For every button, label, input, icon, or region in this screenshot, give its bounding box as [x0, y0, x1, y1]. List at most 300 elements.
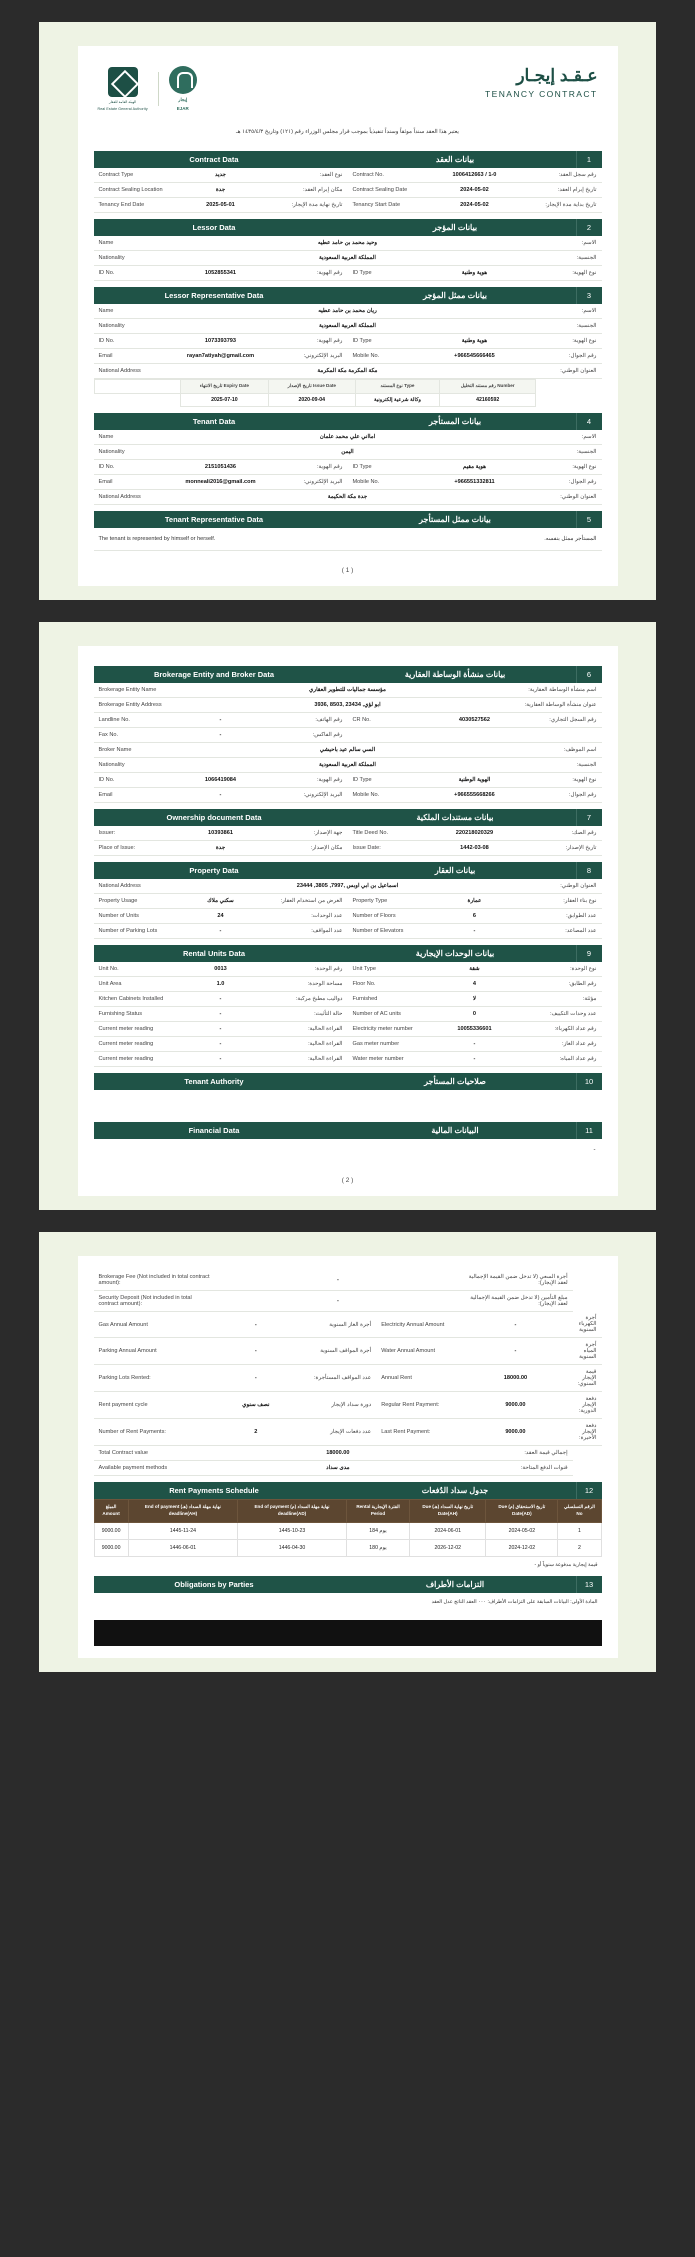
- row-label-en: Water meter number: [347, 1051, 433, 1066]
- row-label-en: Gas Annual Amount: [94, 1311, 218, 1338]
- section-lessor-rep-data-en: Lessor Representative Data: [164, 291, 264, 300]
- section-lessor-data: [94, 219, 602, 236]
- row-value: نصف سنوي: [218, 1392, 294, 1419]
- row-label-en: Number of Floors: [347, 908, 433, 923]
- row-label-ar: الاسم:: [515, 236, 601, 251]
- table-row: [94, 1461, 602, 1476]
- row-label-ar: رقم عداد المياه:: [515, 1051, 601, 1066]
- section-brokerage-num: 6: [576, 666, 602, 683]
- page-2: [39, 622, 656, 1210]
- row-label-en: Tenancy End Date: [94, 198, 180, 213]
- section-tenant-data-en: Tenant Data: [192, 416, 236, 426]
- row-value: السي سالم عيد باحيشي: [180, 742, 515, 757]
- column-header: تاريخ الإصدار Issue Date: [268, 380, 355, 394]
- row-value: -: [434, 1036, 515, 1051]
- row-label-ar: الجنسية:: [515, 757, 601, 772]
- section-obligations-ar: التزامات الأطراف: [425, 1579, 485, 1589]
- row-label-en: Brokerage Entity Name: [94, 683, 180, 698]
- section-property-ar: بيانات العقار: [434, 865, 476, 875]
- row-label-ar: نوع الهوية:: [515, 334, 601, 349]
- cell-amount: 9000.00: [94, 1522, 128, 1539]
- table-row: [94, 712, 602, 727]
- contract-data-table: [94, 168, 602, 213]
- lessor-rep-data-table: [94, 304, 602, 379]
- row-label-ar: الاسم:: [515, 304, 601, 319]
- section-tenant-data-num: 4: [576, 413, 602, 430]
- table-row: [94, 908, 602, 923]
- section-contract-data-en: Contract Data: [189, 155, 239, 164]
- table-row: [94, 772, 602, 787]
- cell-due-ad: 2024-05-02: [486, 1522, 558, 1539]
- row-label-ar: أجرة المياه السنوية: [573, 1338, 602, 1365]
- table-row: [94, 1270, 602, 1291]
- row-value: ريان محمد بن حامد عطيه: [180, 304, 515, 319]
- page-3: [39, 1232, 656, 1672]
- row-value: rayan7atiyah@gmail.com: [180, 349, 261, 364]
- row-value: -: [180, 712, 261, 727]
- row-label-en: Parking Lots Rented:: [94, 1365, 218, 1392]
- row-value: 0013: [180, 962, 261, 977]
- row-value: وحيد محمد بن حامد عطيه: [180, 236, 515, 251]
- row-label-ar: رقم الجوال:: [515, 787, 601, 802]
- table-row: [94, 1338, 602, 1365]
- row-value: هوية وطنية: [434, 266, 515, 281]
- row-label-en: Number of Elevators: [347, 923, 433, 938]
- table-row: [94, 393, 602, 406]
- section-obligations-num: 13: [576, 1576, 602, 1593]
- row-value: -: [180, 1021, 261, 1036]
- cell-no: 1: [558, 1522, 601, 1539]
- row-label-ar: رقم عداد الكهرباء:: [515, 1021, 601, 1036]
- cell-no: 2: [558, 1539, 601, 1556]
- row-value: 9000.00: [458, 1392, 573, 1419]
- row-value: monneali2016@gmail.com: [180, 474, 261, 489]
- table-row: [94, 1290, 602, 1311]
- section-financial-data: [94, 1122, 602, 1139]
- cell-rental-period: 180 يوم: [346, 1539, 409, 1556]
- table-row: [94, 1036, 602, 1051]
- rega-logo: [98, 67, 148, 111]
- cell-due-ah: 2026-12-02: [410, 1539, 486, 1556]
- row-value: +966551332811: [434, 474, 515, 489]
- section-property: [94, 862, 602, 879]
- table-row: [94, 697, 602, 712]
- section-contract-data: [94, 151, 602, 168]
- row-label-en: Parking Annual Amount: [94, 1338, 218, 1365]
- row-label-ar: رقم السجل التجاري:: [515, 712, 601, 727]
- page-2-number: ( 2 ): [341, 1176, 354, 1184]
- row-label-en: Nationality: [94, 319, 180, 334]
- table-row: [94, 1522, 601, 1539]
- row-value: 1.0: [180, 976, 261, 991]
- row-value: لا: [434, 991, 515, 1006]
- table-row: [94, 236, 602, 251]
- row-label-en: Gas meter number: [347, 1036, 433, 1051]
- row-value: 10055336601: [434, 1021, 515, 1036]
- row-label-en: Email: [94, 474, 180, 489]
- row-label-ar: تاريخ الإصدار:: [515, 840, 601, 855]
- table-row: [94, 1365, 602, 1392]
- row-label-ar: رقم الفاكس:: [261, 727, 347, 742]
- table-row: [94, 459, 602, 474]
- row-label-ar: نوع الهوية:: [515, 772, 601, 787]
- row-value: -: [434, 923, 515, 938]
- row-value: شقة: [434, 962, 515, 977]
- row-value: 18000.00: [218, 1446, 459, 1461]
- row-label-ar: رقم الوحدة:: [261, 962, 347, 977]
- row-label-en: Electricity meter number: [347, 1021, 433, 1036]
- row-value: اليمن: [180, 444, 515, 459]
- row-value: 9000.00: [458, 1419, 573, 1446]
- section-tenant-rep-data: [94, 511, 602, 528]
- column-header: تاريخ الاستحقاق (م) Due Date(AD): [486, 1500, 558, 1522]
- row-value: -: [218, 1338, 294, 1365]
- row-label-ar: حالة التأثيث:: [261, 1006, 347, 1021]
- row-label-en: Floor No.: [347, 976, 433, 991]
- table-row: [94, 304, 602, 319]
- table-row: [94, 364, 602, 379]
- section-payments-schedule: [94, 1482, 602, 1499]
- table-row: [94, 1539, 601, 1556]
- row-label-ar: الجنسية:: [515, 444, 601, 459]
- table-row: [94, 757, 602, 772]
- table-row: [94, 266, 602, 281]
- property-data-table: [94, 879, 602, 939]
- row-label-en: Water Annual Amount: [376, 1338, 458, 1365]
- section-brokerage-en: Brokerage Entity and Broker Data: [153, 669, 275, 679]
- row-value: سكني ملاك: [180, 893, 261, 908]
- row-label-en: Tenancy Start Date: [347, 198, 433, 213]
- row-label-ar: البريد الإلكتروني:: [261, 474, 347, 489]
- cell-deadline-ah: 1446-06-01: [128, 1539, 238, 1556]
- row-label-en: Security Deposit (Not included in total contract amount):: [94, 1290, 218, 1311]
- row-label-en: Number of Parking Lots: [94, 923, 180, 938]
- table-row: [94, 474, 602, 489]
- row-label-en: Current meter reading: [94, 1051, 180, 1066]
- row-value: المملكة العربية السعودية: [180, 251, 515, 266]
- table-row: [94, 991, 602, 1006]
- row-label-en: Contract Sealing Location: [94, 183, 180, 198]
- tenant-rep-note-ar: المستأجر ممثل بنفسه.: [544, 535, 597, 542]
- row-label-en: Regular Rent Payment:: [376, 1392, 458, 1419]
- column-header: الفترة الإيجارية Rental Period: [346, 1500, 409, 1522]
- logo-group: [98, 66, 197, 111]
- rental-units-table: [94, 962, 602, 1067]
- section-tenant-rep-data-en: Tenant Representative Data: [164, 514, 264, 524]
- row-label-ar: أجرة السعي (لا تدخل ضمن القيمة الإجمالية لعقد الإيجار):: [458, 1270, 573, 1291]
- row-label-en: Unit No.: [94, 962, 180, 977]
- row-label-en: Name: [94, 236, 180, 251]
- row-label-en: Broker Name: [94, 742, 180, 757]
- section-financial-data-en: Financial Data: [188, 1125, 240, 1135]
- logo-divider: [158, 72, 159, 106]
- row-label-ar: مكان الإصدار:: [261, 840, 347, 855]
- row-label-ar: الغرض من استخدام العقار:: [261, 893, 347, 908]
- table-row: [94, 1392, 602, 1419]
- section-tenant-rep-data-num: 5: [576, 511, 602, 528]
- row-label-ar: مساحة الوحدة:: [261, 976, 347, 991]
- page-1-sheet: [78, 46, 618, 586]
- row-label-en: Unit Area: [94, 976, 180, 991]
- row-label-ar: عدد دفعات الإيجار: [294, 1419, 376, 1446]
- page-1: [39, 22, 656, 600]
- section-ownership-ar: بيانات مستندات الملكية: [416, 812, 494, 822]
- row-label-en: Issue Date:: [347, 840, 433, 855]
- table-row: [94, 489, 602, 504]
- row-value: 4030527562: [434, 712, 515, 727]
- column-header: نوع المستند Type: [355, 380, 440, 394]
- table-row: [94, 1051, 602, 1066]
- row-label-en: ID No.: [94, 459, 180, 474]
- row-label-en: Total Contract value: [94, 1446, 218, 1461]
- section-tenant-authority-en: Tenant Authority: [184, 1076, 244, 1086]
- table-row: [94, 879, 602, 894]
- section-payments-schedule-ar: جدول سداد الدُفعات: [421, 1486, 489, 1496]
- column-header: تاريخ الانتهاء Expiry Date: [180, 380, 268, 394]
- table-row: [94, 683, 602, 698]
- row-value: 10393861: [180, 826, 261, 841]
- row-label-en: Number of Rent Payments:: [94, 1419, 218, 1446]
- row-label-ar: أجرة الغاز السنوية: [294, 1311, 376, 1338]
- row-label-ar: عدد المصاعد:: [515, 923, 601, 938]
- row-value: +966555668266: [434, 787, 515, 802]
- row-label-en: ID No.: [94, 334, 180, 349]
- row-label-ar: عدد وحدات التكييف:: [515, 1006, 601, 1021]
- cell-deadline-ah: 1445-11-24: [128, 1522, 238, 1539]
- row-label-en: Number of Units: [94, 908, 180, 923]
- row-label-en: Nationality: [94, 444, 180, 459]
- lessor-data-table: [94, 236, 602, 281]
- row-value: -: [218, 1290, 459, 1311]
- row-label-ar: دفعة الإيجار الدورية:: [573, 1392, 602, 1419]
- section-rental-units: [94, 945, 602, 962]
- column-header: نهاية مهلة السداد (م) End of payment deadline(AD): [238, 1500, 347, 1522]
- row-label-en: Brokerage Entity Address: [94, 697, 180, 712]
- row-label-ar: البريد الإلكتروني:: [261, 787, 347, 802]
- row-label-ar: قيمة الإيجار السنوي:: [573, 1365, 602, 1392]
- row-label-ar: رقم الهوية:: [261, 266, 347, 281]
- row-label-ar: أجرة المواقف السنوية: [294, 1338, 376, 1365]
- section-contract-data-num: 1: [576, 151, 602, 168]
- rega-logo-caption-en: Real Estate General Authority: [97, 106, 148, 111]
- row-value: هوية وطنية: [434, 334, 515, 349]
- table-row: [94, 962, 602, 977]
- row-label-en: National Address: [94, 489, 180, 504]
- row-label-en: Nationality: [94, 251, 180, 266]
- section-tenant-data: [94, 413, 602, 430]
- row-label-ar: رقم الهاتف:: [261, 712, 347, 727]
- section-lessor-data-en: Lessor Data: [192, 223, 236, 232]
- table-row: [94, 840, 602, 855]
- row-label-ar: أجرة الكهرباء السنوية: [573, 1311, 602, 1338]
- section-ownership-en: Ownership document Data: [166, 812, 262, 822]
- cell-due-ah: 2024-06-01: [410, 1522, 486, 1539]
- ejar-caption-ar: إيجار: [178, 97, 188, 102]
- section-tenant-authority-ar: صلاحيات المستأجر: [424, 1076, 486, 1086]
- row-value: -: [180, 991, 261, 1006]
- row-label-en: Property Type: [347, 893, 433, 908]
- row-value: 2: [218, 1419, 294, 1446]
- row-label-en: Mobile No.: [347, 787, 433, 802]
- document-title-block: [485, 66, 597, 99]
- row-label-ar: اسم الموظف:: [515, 742, 601, 757]
- tenant-data-table: [94, 430, 602, 505]
- row-label-ar: نوع الوحدة:: [515, 962, 601, 977]
- row-value: عمارة: [434, 893, 515, 908]
- row-label-ar: عدد الطوابق:: [515, 908, 601, 923]
- row-label-ar: اسم منشأة الوساطة العقارية:: [515, 683, 601, 698]
- table-row: [94, 444, 602, 459]
- row-label-ar: رقم عداد الغاز:: [515, 1036, 601, 1051]
- table-row: [94, 923, 602, 938]
- row-label-en: Current meter reading: [94, 1021, 180, 1036]
- row-label-ar: دورة سداد الإيجار: [294, 1392, 376, 1419]
- table-header-row: [94, 1500, 601, 1522]
- financial-data-placeholder: -: [593, 1146, 596, 1153]
- row-label-en: Electricity Annual Amount: [376, 1311, 458, 1338]
- page-2-sheet: [78, 646, 618, 1196]
- row-label-ar: نوع بناء العقار:: [515, 893, 601, 908]
- row-value: 2025-05-01: [180, 198, 261, 213]
- row-label-ar: القراءة الحالية:: [261, 1021, 347, 1036]
- row-value: 2024-05-02: [434, 198, 515, 213]
- table-row: [94, 976, 602, 991]
- table-row: [94, 319, 602, 334]
- row-label-en: Title Deed No.: [347, 826, 433, 841]
- row-label-ar: نوع الهوية:: [515, 459, 601, 474]
- row-label-ar: العنوان الوطني:: [515, 489, 601, 504]
- row-label-ar: القراءة الحالية:: [261, 1051, 347, 1066]
- row-value: -: [218, 1270, 459, 1291]
- row-label-ar: دواليب مطبخ مركبة:: [261, 991, 347, 1006]
- row-label-en: Rent payment cycle: [94, 1392, 218, 1419]
- row-label-ar: الجنسية:: [515, 319, 601, 334]
- ownership-data-table: [94, 826, 602, 856]
- row-label-ar: رقم الهوية:: [261, 459, 347, 474]
- section-property-en: Property Data: [189, 865, 239, 875]
- table-row: [94, 334, 602, 349]
- row-label-en: Last Rent Payment:: [376, 1419, 458, 1446]
- row-value: 18000.00: [458, 1365, 573, 1392]
- section-tenant-authority-num: 10: [576, 1073, 602, 1090]
- row-label-ar: جهة الإصدار:: [261, 826, 347, 841]
- row-value: 2024-05-02: [434, 183, 515, 198]
- row-value: 2025-07-10: [180, 393, 268, 406]
- table-row: [94, 168, 602, 183]
- obligations-note: المادة الأولى: البيانات السابقة على التزامات الأطراف: ٠٠٠ العقد الناتج عدل العقد: [431, 1598, 598, 1605]
- section-ownership-num: 7: [576, 809, 602, 826]
- row-label-ar: عدد المواقف المستأجرة:: [294, 1365, 376, 1392]
- row-label-en: Brokerage Fee (Not included in total contract amount):: [94, 1270, 218, 1291]
- row-label-ar: العنوان الوطني:: [515, 364, 601, 379]
- row-value: -: [218, 1365, 294, 1392]
- section-rental-units-en: Rental Units Data: [182, 948, 246, 958]
- row-label-en: ID Type: [347, 772, 433, 787]
- table-row: [94, 251, 602, 266]
- row-value: هوية مقيم: [434, 459, 515, 474]
- row-value: 2151051436: [180, 459, 261, 474]
- row-label-en: Number of AC units: [347, 1006, 433, 1021]
- legal-notice: يعتبر هذا العقد سنداً موثقاً وسنداً تنفيذياً بموجب قرار مجلس الوزراء رقم (١٢١) وتاريخ ١٤٣٥/٤/٣ هـ: [236, 129, 459, 135]
- table-row: [94, 1311, 602, 1338]
- payments-schedule-table: [94, 1499, 602, 1556]
- section-lessor-rep-data-num: 3: [576, 287, 602, 304]
- section-rental-units-num: 9: [576, 945, 602, 962]
- tenant-rep-note: [94, 528, 602, 551]
- row-value: 3936, 8503, 23434 ,ابو لؤي: [180, 697, 515, 712]
- row-label-ar: رقم الهوية:: [261, 334, 347, 349]
- row-value: 2020-09-04: [268, 393, 355, 406]
- rega-logo-caption-ar: الهيئة العامة للعقار: [108, 99, 137, 104]
- section-lessor-data-num: 2: [576, 219, 602, 236]
- section-obligations: [94, 1576, 602, 1593]
- row-label-en: ID Type: [347, 459, 433, 474]
- section-tenant-rep-data-ar: بيانات ممثل المستأجر: [419, 514, 491, 524]
- section-lessor-rep-data: [94, 287, 602, 304]
- row-label-en: Name: [94, 430, 180, 445]
- cell-deadline-ad: 1446-04-30: [238, 1539, 347, 1556]
- row-value: 1066419084: [180, 772, 261, 787]
- row-value: 24: [180, 908, 261, 923]
- row-label-ar: دفعة الإيجار الأخيرة:: [573, 1419, 602, 1446]
- row-label-en: Issuer:: [94, 826, 180, 841]
- row-label-ar: الجنسية:: [515, 251, 601, 266]
- row-label-en: Mobile No.: [347, 474, 433, 489]
- table-row: [94, 893, 602, 908]
- row-label-en: Contract Sealing Date: [347, 183, 433, 198]
- row-value: وكالة شرعية إلكترونية: [355, 393, 440, 406]
- column-header: نهاية مهلة السداد (هـ) End of payment deadline(AH): [128, 1500, 238, 1522]
- section-brokerage: [94, 666, 602, 683]
- row-label-ar: العنوان الوطني:: [515, 879, 601, 894]
- section-brokerage-ar: بيانات منشأة الوساطة العقارية: [404, 669, 506, 679]
- row-value: المملكة العربية السعودية: [180, 319, 515, 334]
- column-header: الرقم التسلسلي No: [558, 1500, 601, 1522]
- table-row: [94, 198, 602, 213]
- row-value: 0: [434, 1006, 515, 1021]
- row-label-en: ID No.: [94, 266, 180, 281]
- section-rental-units-ar: بيانات الوحدات الإيجارية: [415, 948, 495, 958]
- row-label-en: Unit Type: [347, 962, 433, 977]
- document-title-en: TENANCY CONTRACT: [485, 89, 598, 99]
- row-value: -: [180, 923, 261, 938]
- row-label-en: Name: [94, 304, 180, 319]
- row-value: -: [180, 1006, 261, 1021]
- row-value: 220218020329: [434, 826, 515, 841]
- row-value: الهوية الوطنية: [434, 772, 515, 787]
- row-label-en: Available payment methods: [94, 1461, 218, 1476]
- section-lessor-rep-data-ar: بيانات ممثل المؤجر: [423, 291, 487, 300]
- row-label-en: Landline No.: [94, 712, 180, 727]
- row-value: مكة المكرمة مكة المكرمة: [180, 364, 515, 379]
- row-label-en: National Address: [94, 364, 180, 379]
- row-label-ar: مكان إبرام العقد:: [261, 183, 347, 198]
- section-ownership: [94, 809, 602, 826]
- row-label-ar: القراءة الحالية:: [261, 1036, 347, 1051]
- section-property-num: 8: [576, 862, 602, 879]
- row-value: -: [434, 1051, 515, 1066]
- row-label-en: Nationality: [94, 757, 180, 772]
- row-value: جدة مكة الحكيمة: [180, 489, 515, 504]
- row-label-en: CR No.: [347, 712, 433, 727]
- table-row: [94, 349, 602, 364]
- row-label-en: Property Usage: [94, 893, 180, 908]
- rega-emblem-icon: [108, 67, 138, 97]
- row-label-ar: مبلغ التأمين (لا تدخل ضمن القيمة الإجمالية لعقد الإيجار):: [458, 1290, 573, 1311]
- row-value: -: [218, 1311, 294, 1338]
- table-row: [94, 1021, 602, 1036]
- document-title-ar: عـقـد إيجـار: [516, 66, 598, 85]
